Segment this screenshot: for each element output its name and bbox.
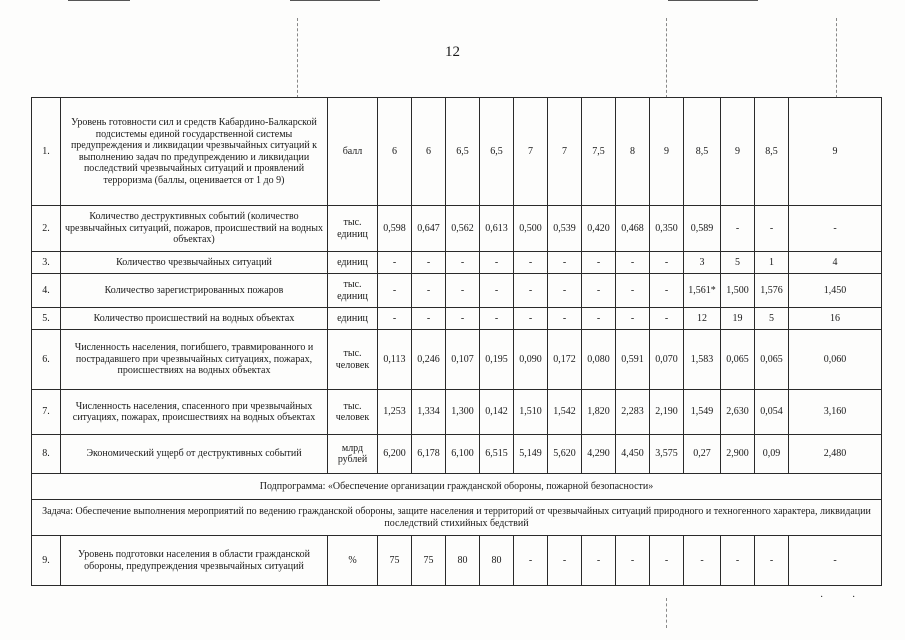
value-cell: - xyxy=(480,252,514,274)
value-cell: 6,178 xyxy=(412,435,446,474)
value-cell: - xyxy=(789,206,882,252)
value-cell: 0,562 xyxy=(446,206,480,252)
indicator-name: Численность населения, спасенного при чрезвычайных ситуациях, пожарах, происшествиях на водных объектах xyxy=(61,390,328,435)
value-cell: 1,253 xyxy=(378,390,412,435)
value-cell: 80 xyxy=(480,536,514,586)
page-number: 12 xyxy=(445,44,460,60)
value-cell: 80 xyxy=(446,536,480,586)
value-cell: 0,172 xyxy=(548,330,582,390)
value-cell: - xyxy=(616,308,650,330)
value-cell: 75 xyxy=(412,536,446,586)
row-number: 3. xyxy=(32,252,61,274)
value-cell: 0,246 xyxy=(412,330,446,390)
indicator-name: Количество деструктивных событий (количество чрезвычайных ситуаций, пожаров, происшествий на водных объектах) xyxy=(61,206,328,252)
value-cell: 0,613 xyxy=(480,206,514,252)
value-cell: - xyxy=(514,308,548,330)
indicator-name: Экономический ущерб от деструктивных событий xyxy=(61,435,328,474)
value-cell: 0,350 xyxy=(650,206,684,252)
value-cell: 0,420 xyxy=(582,206,616,252)
value-cell: 4,450 xyxy=(616,435,650,474)
scan-mark: · xyxy=(852,592,856,603)
value-cell: 1 xyxy=(755,252,789,274)
indicator-name: Количество чрезвычайных ситуаций xyxy=(61,252,328,274)
value-cell: - xyxy=(378,308,412,330)
row-number: 7. xyxy=(32,390,61,435)
value-cell: - xyxy=(582,308,616,330)
value-cell: 5 xyxy=(721,252,755,274)
table-row xyxy=(32,252,882,274)
value-cell: 8 xyxy=(616,98,650,206)
value-cell: 3,160 xyxy=(789,390,882,435)
value-cell: 7 xyxy=(548,98,582,206)
value-cell: 19 xyxy=(721,308,755,330)
value-cell: - xyxy=(446,252,480,274)
table-row xyxy=(32,435,882,474)
value-cell: 2,900 xyxy=(721,435,755,474)
value-cell: - xyxy=(650,308,684,330)
unit-cell: единиц xyxy=(328,252,378,274)
value-cell: 16 xyxy=(789,308,882,330)
value-cell: 0,468 xyxy=(616,206,650,252)
unit-cell: млрд рублей xyxy=(328,435,378,474)
value-cell: 6,5 xyxy=(480,98,514,206)
value-cell: 0,065 xyxy=(721,330,755,390)
value-cell: 6 xyxy=(378,98,412,206)
top-rule-left xyxy=(68,0,130,1)
value-cell: 0,090 xyxy=(514,330,548,390)
value-cell: 0,065 xyxy=(755,330,789,390)
row-number: 1. xyxy=(32,98,61,206)
row-number: 8. xyxy=(32,435,61,474)
value-cell: - xyxy=(378,252,412,274)
task-row xyxy=(32,500,882,536)
value-cell: 9 xyxy=(650,98,684,206)
value-cell: 1,583 xyxy=(684,330,721,390)
value-cell: - xyxy=(548,274,582,308)
value-cell: 0,09 xyxy=(755,435,789,474)
value-cell: 4,290 xyxy=(582,435,616,474)
value-cell: - xyxy=(721,536,755,586)
value-cell: 4 xyxy=(789,252,882,274)
value-cell: - xyxy=(650,536,684,586)
table-row xyxy=(32,330,882,390)
value-cell: 0,080 xyxy=(582,330,616,390)
value-cell: 6,100 xyxy=(446,435,480,474)
value-cell: 0,500 xyxy=(514,206,548,252)
row-number: 4. xyxy=(32,274,61,308)
value-cell: - xyxy=(789,536,882,586)
value-cell: - xyxy=(514,274,548,308)
value-cell: 0,107 xyxy=(446,330,480,390)
table-row xyxy=(32,390,882,435)
unit-cell: тыс. человек xyxy=(328,390,378,435)
value-cell: 9 xyxy=(721,98,755,206)
indicators-table xyxy=(31,97,882,586)
value-cell: 0,142 xyxy=(480,390,514,435)
value-cell: 1,561* xyxy=(684,274,721,308)
value-cell: 0,539 xyxy=(548,206,582,252)
value-cell: 1,334 xyxy=(412,390,446,435)
unit-cell: единиц xyxy=(328,308,378,330)
unit-cell: % xyxy=(328,536,378,586)
value-cell: - xyxy=(582,536,616,586)
indicator-name: Численность населения, погибшего, травмированного и пострадавшего при чрезвычайных ситуациях, пожарах, происшествиях на водных объектах xyxy=(61,330,328,390)
value-cell: 6,515 xyxy=(480,435,514,474)
value-cell: 8,5 xyxy=(755,98,789,206)
value-cell: 5,620 xyxy=(548,435,582,474)
indicator-name: Количество происшествий на водных объектах xyxy=(61,308,328,330)
row-number: 9. xyxy=(32,536,61,586)
value-cell: - xyxy=(446,308,480,330)
value-cell: 2,480 xyxy=(789,435,882,474)
value-cell: 2,190 xyxy=(650,390,684,435)
value-cell: 1,820 xyxy=(582,390,616,435)
value-cell: - xyxy=(412,308,446,330)
value-cell: - xyxy=(650,252,684,274)
row-number: 2. xyxy=(32,206,61,252)
value-cell: 0,27 xyxy=(684,435,721,474)
indicator-name: Уровень подготовки населения в области гражданской обороны, предупреждения чрезвычайных ситуаций xyxy=(61,536,328,586)
value-cell: 3,575 xyxy=(650,435,684,474)
value-cell: 0,647 xyxy=(412,206,446,252)
unit-cell: балл xyxy=(328,98,378,206)
value-cell: 1,500 xyxy=(721,274,755,308)
value-cell: 1,450 xyxy=(789,274,882,308)
value-cell: - xyxy=(548,536,582,586)
value-cell: 0,054 xyxy=(755,390,789,435)
value-cell: - xyxy=(480,274,514,308)
value-cell: 8,5 xyxy=(684,98,721,206)
value-cell: - xyxy=(616,274,650,308)
value-cell: 1,510 xyxy=(514,390,548,435)
value-cell: - xyxy=(480,308,514,330)
value-cell: 0,195 xyxy=(480,330,514,390)
value-cell: - xyxy=(378,274,412,308)
value-cell: 0,591 xyxy=(616,330,650,390)
value-cell: 6,5 xyxy=(446,98,480,206)
value-cell: 1,576 xyxy=(755,274,789,308)
value-cell: 7,5 xyxy=(582,98,616,206)
value-cell: - xyxy=(721,206,755,252)
value-cell: - xyxy=(582,252,616,274)
table-row xyxy=(32,536,882,586)
row-number: 5. xyxy=(32,308,61,330)
value-cell: 2,630 xyxy=(721,390,755,435)
top-rule-right xyxy=(668,0,758,1)
table-row xyxy=(32,274,882,308)
table-row xyxy=(32,308,882,330)
value-cell: - xyxy=(616,252,650,274)
indicator-name: Уровень готовности сил и средств Кабардино-Балкарской подсистемы единой государственной системы предупреждения и ликвидации чрезвычайных ситуаций к выполнению задач по предупреждению и ликвидации последствий чрезвычайных ситуаций и проявлений терроризма (баллы, оценивается от 1 до 9) xyxy=(61,98,328,206)
value-cell: 2,283 xyxy=(616,390,650,435)
task-text: Задача: Обеспечение выполнения мероприятий по ведению гражданской обороны, защите населения и территорий от чрезвычайных ситуаций природного и техногенного характера, ликвидации последствий стихийных бедствий xyxy=(32,500,882,536)
value-cell: - xyxy=(446,274,480,308)
value-cell: 5 xyxy=(755,308,789,330)
value-cell: 12 xyxy=(684,308,721,330)
subprogram-row xyxy=(32,474,882,500)
value-cell: - xyxy=(616,536,650,586)
value-cell: - xyxy=(755,536,789,586)
scan-mark: · xyxy=(820,592,824,603)
value-cell: 7 xyxy=(514,98,548,206)
value-cell: 9 xyxy=(789,98,882,206)
row-number: 6. xyxy=(32,330,61,390)
value-cell: 1,300 xyxy=(446,390,480,435)
value-cell: 75 xyxy=(378,536,412,586)
dashed-guide-bottom xyxy=(666,598,667,628)
unit-cell: тыс. единиц xyxy=(328,274,378,308)
unit-cell: тыс. человек xyxy=(328,330,378,390)
value-cell: - xyxy=(412,252,446,274)
value-cell: - xyxy=(412,274,446,308)
table-row xyxy=(32,98,882,206)
value-cell: - xyxy=(684,536,721,586)
value-cell: - xyxy=(755,206,789,252)
value-cell: - xyxy=(582,274,616,308)
table-row xyxy=(32,206,882,252)
value-cell: - xyxy=(514,536,548,586)
top-rule-center xyxy=(290,0,380,1)
value-cell: - xyxy=(548,252,582,274)
value-cell: - xyxy=(650,274,684,308)
value-cell: 0,060 xyxy=(789,330,882,390)
value-cell: 5,149 xyxy=(514,435,548,474)
value-cell: 6,200 xyxy=(378,435,412,474)
value-cell: 0,070 xyxy=(650,330,684,390)
value-cell: 0,598 xyxy=(378,206,412,252)
unit-cell: тыс. единиц xyxy=(328,206,378,252)
value-cell: 1,542 xyxy=(548,390,582,435)
value-cell: 1,549 xyxy=(684,390,721,435)
value-cell: 0,113 xyxy=(378,330,412,390)
value-cell: - xyxy=(548,308,582,330)
indicator-name: Количество зарегистрированных пожаров xyxy=(61,274,328,308)
value-cell: - xyxy=(514,252,548,274)
subprogram-title: Подпрограмма: «Обеспечение организации гражданской обороны, пожарной безопасности» xyxy=(32,474,882,500)
value-cell: 3 xyxy=(684,252,721,274)
value-cell: 6 xyxy=(412,98,446,206)
value-cell: 0,589 xyxy=(684,206,721,252)
